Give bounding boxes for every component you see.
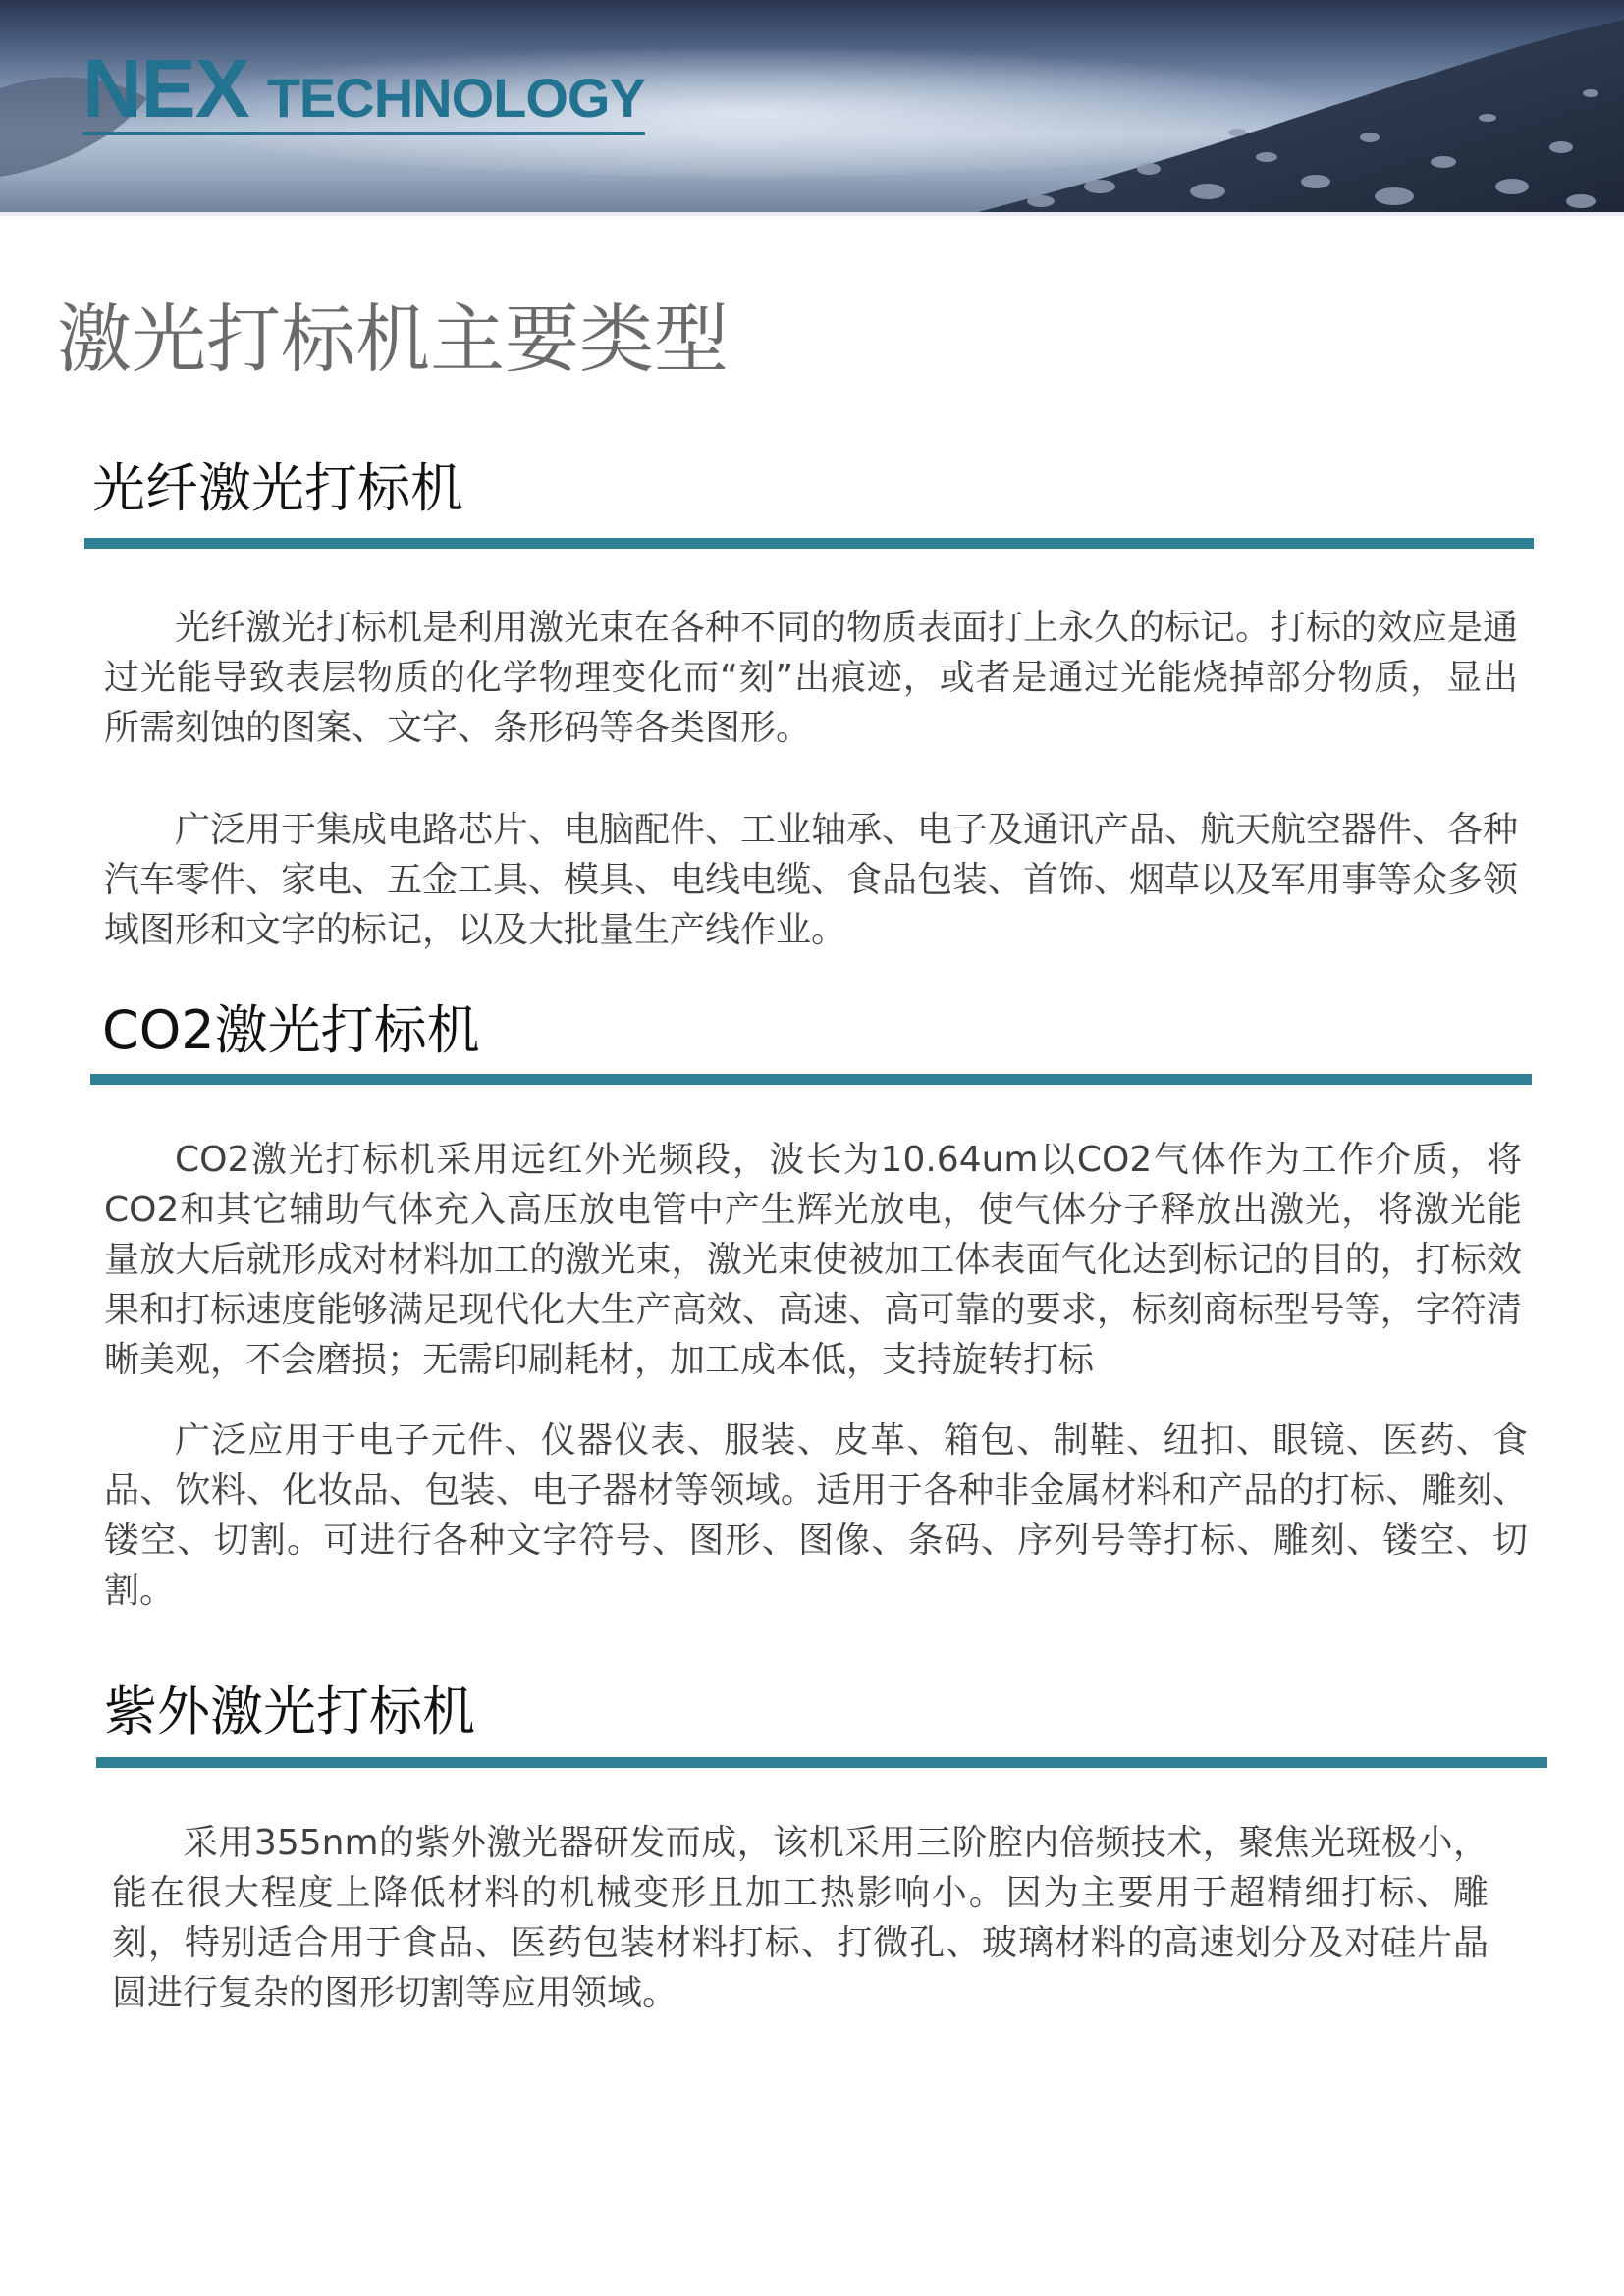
section-divider xyxy=(90,1074,1532,1085)
section-divider xyxy=(84,538,1534,549)
brand-logo xyxy=(82,42,645,135)
section-title-fiber: 光纤激光打标机 xyxy=(92,457,463,519)
paragraph: 广泛用于集成电路芯片、电脑配件、工业轴承、电子及通讯产品、航天航空器件、各种汽车零件、家电、五金工具、模具、电线电缆、食品包装、首饰、烟草以及军用事等众多领域图形和文字的标记，以及大批量生产线作业。 xyxy=(104,810,1519,950)
header-banner xyxy=(0,0,1624,216)
paragraph: CO2激光打标机采用远红外光频段，波长为10.64um以CO2气体作为工作介质，将CO2和其它辅助气体充入高压放电管中产生辉光放电，使气体分子释放出激光，将激光能量放大后就形成对材料加工的激光束，激光束使被加工体表面气化达到标记的目的，打标效果和打标速度能够满足现代化大生产高效、高速、高可靠的要求，标刻商标型号等，字符清晰美观，不会磨损；无需印刷耗材，加工成本低，支持旋转打标 xyxy=(104,1140,1522,1380)
paragraph: 光纤激光打标机是利用激光束在各种不同的物质表面打上永久的标记。打标的效应是通过光能导致表层物质的化学物理变化而“刻”出痕迹，或者是通过光能烧掉部分物质，显出所需刻蚀的图案、文字、条形码等各类图形。 xyxy=(104,608,1519,748)
section-title-uv: 紫外激光打标机 xyxy=(104,1681,475,1742)
paragraph: 广泛应用于电子元件、仪器仪表、服装、皮革、箱包、制鞋、纽扣、眼镜、医药、食品、饮料、化妆品、包装、电子器材等领域。适用于各种非金属材料和产品的打标、雕刻、镂空、切割。可进行各种文字符号、图形、图像、条码、序列号等打标、雕刻、镂空、切割。 xyxy=(104,1420,1528,1611)
brand-suffix: TECHNOLOGY xyxy=(266,67,645,129)
section-title-co2: CO2激光打标机 xyxy=(102,999,480,1061)
paragraph: 采用355nm的紫外激光器研发而成，该机采用三阶腔内倍频技术，聚焦光斑极小，能在很大程度上降低材料的机械变形且加工热影响小。因为主要用于超精细打标、雕刻，特别适合用于食品、医药包装材料打标、打微孔、玻璃材料的高速划分及对硅片晶圆进行复杂的图形切割等应用领域。 xyxy=(112,1823,1489,2013)
section-divider xyxy=(96,1757,1547,1768)
page-title: 激光打标机主要类型 xyxy=(57,295,729,383)
brand-name: NEX xyxy=(82,42,249,134)
